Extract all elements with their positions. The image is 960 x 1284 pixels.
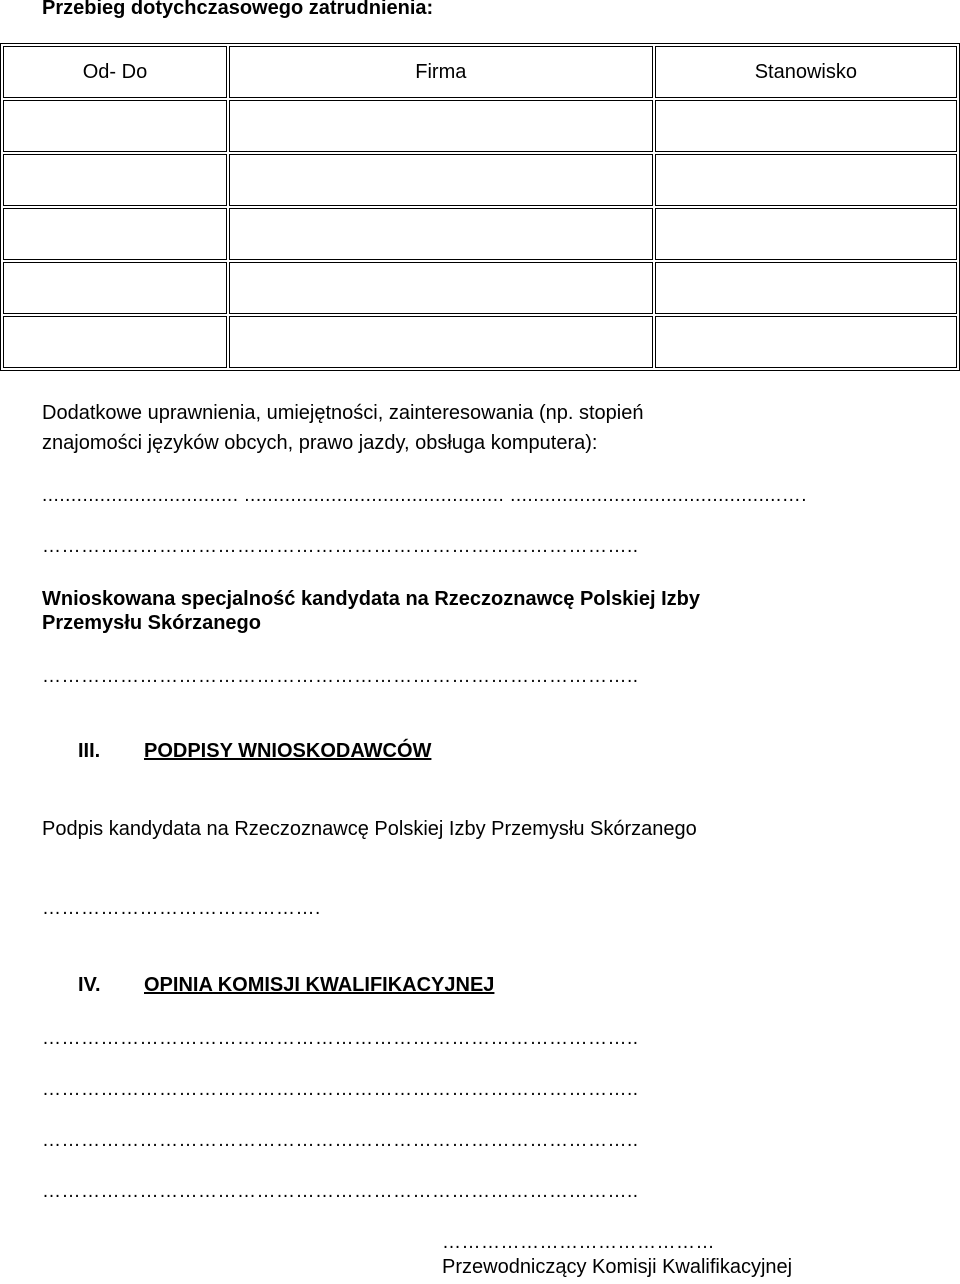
section-4-title: OPINIA KOMISJI KWALIFIKACYJNEJ [144,974,495,996]
chair-label: Przewodniczący Komisji Kwalifikacyjnej [442,1256,793,1278]
table-header-row [3,46,957,98]
column-header-stanowisko: Stanowisko [655,46,957,98]
additional-line-2: znajomości języków obcych, prawo jazdy, obsługa komputera): [42,432,598,454]
cell-stanowisko[interactable] [655,316,957,368]
signature-label: Podpis kandydata na Rzeczoznawcę Polskiej Izby Przemysłu Skórzanego [42,818,697,840]
table-row [3,208,957,260]
section-4-number: IV. [78,974,101,996]
opinion-line[interactable]: ……………………………………………………………………………….. [42,1130,639,1151]
cell-stanowisko[interactable] [655,208,957,260]
cell-firma[interactable] [229,208,653,260]
table-row [3,154,957,206]
cell-firma[interactable] [229,262,653,314]
section-3-title: PODPISY WNIOSKODAWCÓW [144,740,432,762]
cell-stanowisko[interactable] [655,262,957,314]
employment-title: Przebieg dotychczasowego zatrudnienia: [42,0,434,19]
employment-table [0,43,960,371]
cell-od-do[interactable] [3,262,227,314]
cell-firma[interactable] [229,100,653,152]
additional-dots-2[interactable]: ……………………………………………………………………………….. [42,536,639,557]
opinion-line[interactable]: ……………………………………………………………………………….. [42,1181,639,1202]
chair-signature-dots[interactable]: …………………………………… [442,1232,715,1253]
additional-dots-1[interactable]: .................................. ............................................. ...............................................…. [42,485,807,506]
cell-stanowisko[interactable] [655,100,957,152]
specialty-line-1: Wnioskowana specjalność kandydata na Rzeczoznawcę Polskiej Izby [42,588,700,610]
cell-stanowisko[interactable] [655,154,957,206]
cell-firma[interactable] [229,154,653,206]
section-3-number: III. [78,740,101,762]
specialty-line-2: Przemysłu Skórzanego [42,612,261,634]
additional-line-1: Dodatkowe uprawnienia, umiejętności, zainteresowania (np. stopień [42,402,644,424]
opinion-line[interactable]: ……………………………………………………………………………….. [42,1079,639,1100]
table-row [3,100,957,152]
cell-od-do[interactable] [3,154,227,206]
column-header-firma: Firma [229,46,653,98]
table-row [3,316,957,368]
cell-od-do[interactable] [3,316,227,368]
cell-od-do[interactable] [3,208,227,260]
column-header-od-do: Od- Do [3,46,227,98]
cell-od-do[interactable] [3,100,227,152]
table-row [3,262,957,314]
specialty-dots[interactable]: ……………………………………………………………………………….. [42,666,639,687]
cell-firma[interactable] [229,316,653,368]
signature-dots[interactable]: ……………………………………. [42,898,321,919]
opinion-line[interactable]: ……………………………………………………………………………….. [42,1028,639,1049]
